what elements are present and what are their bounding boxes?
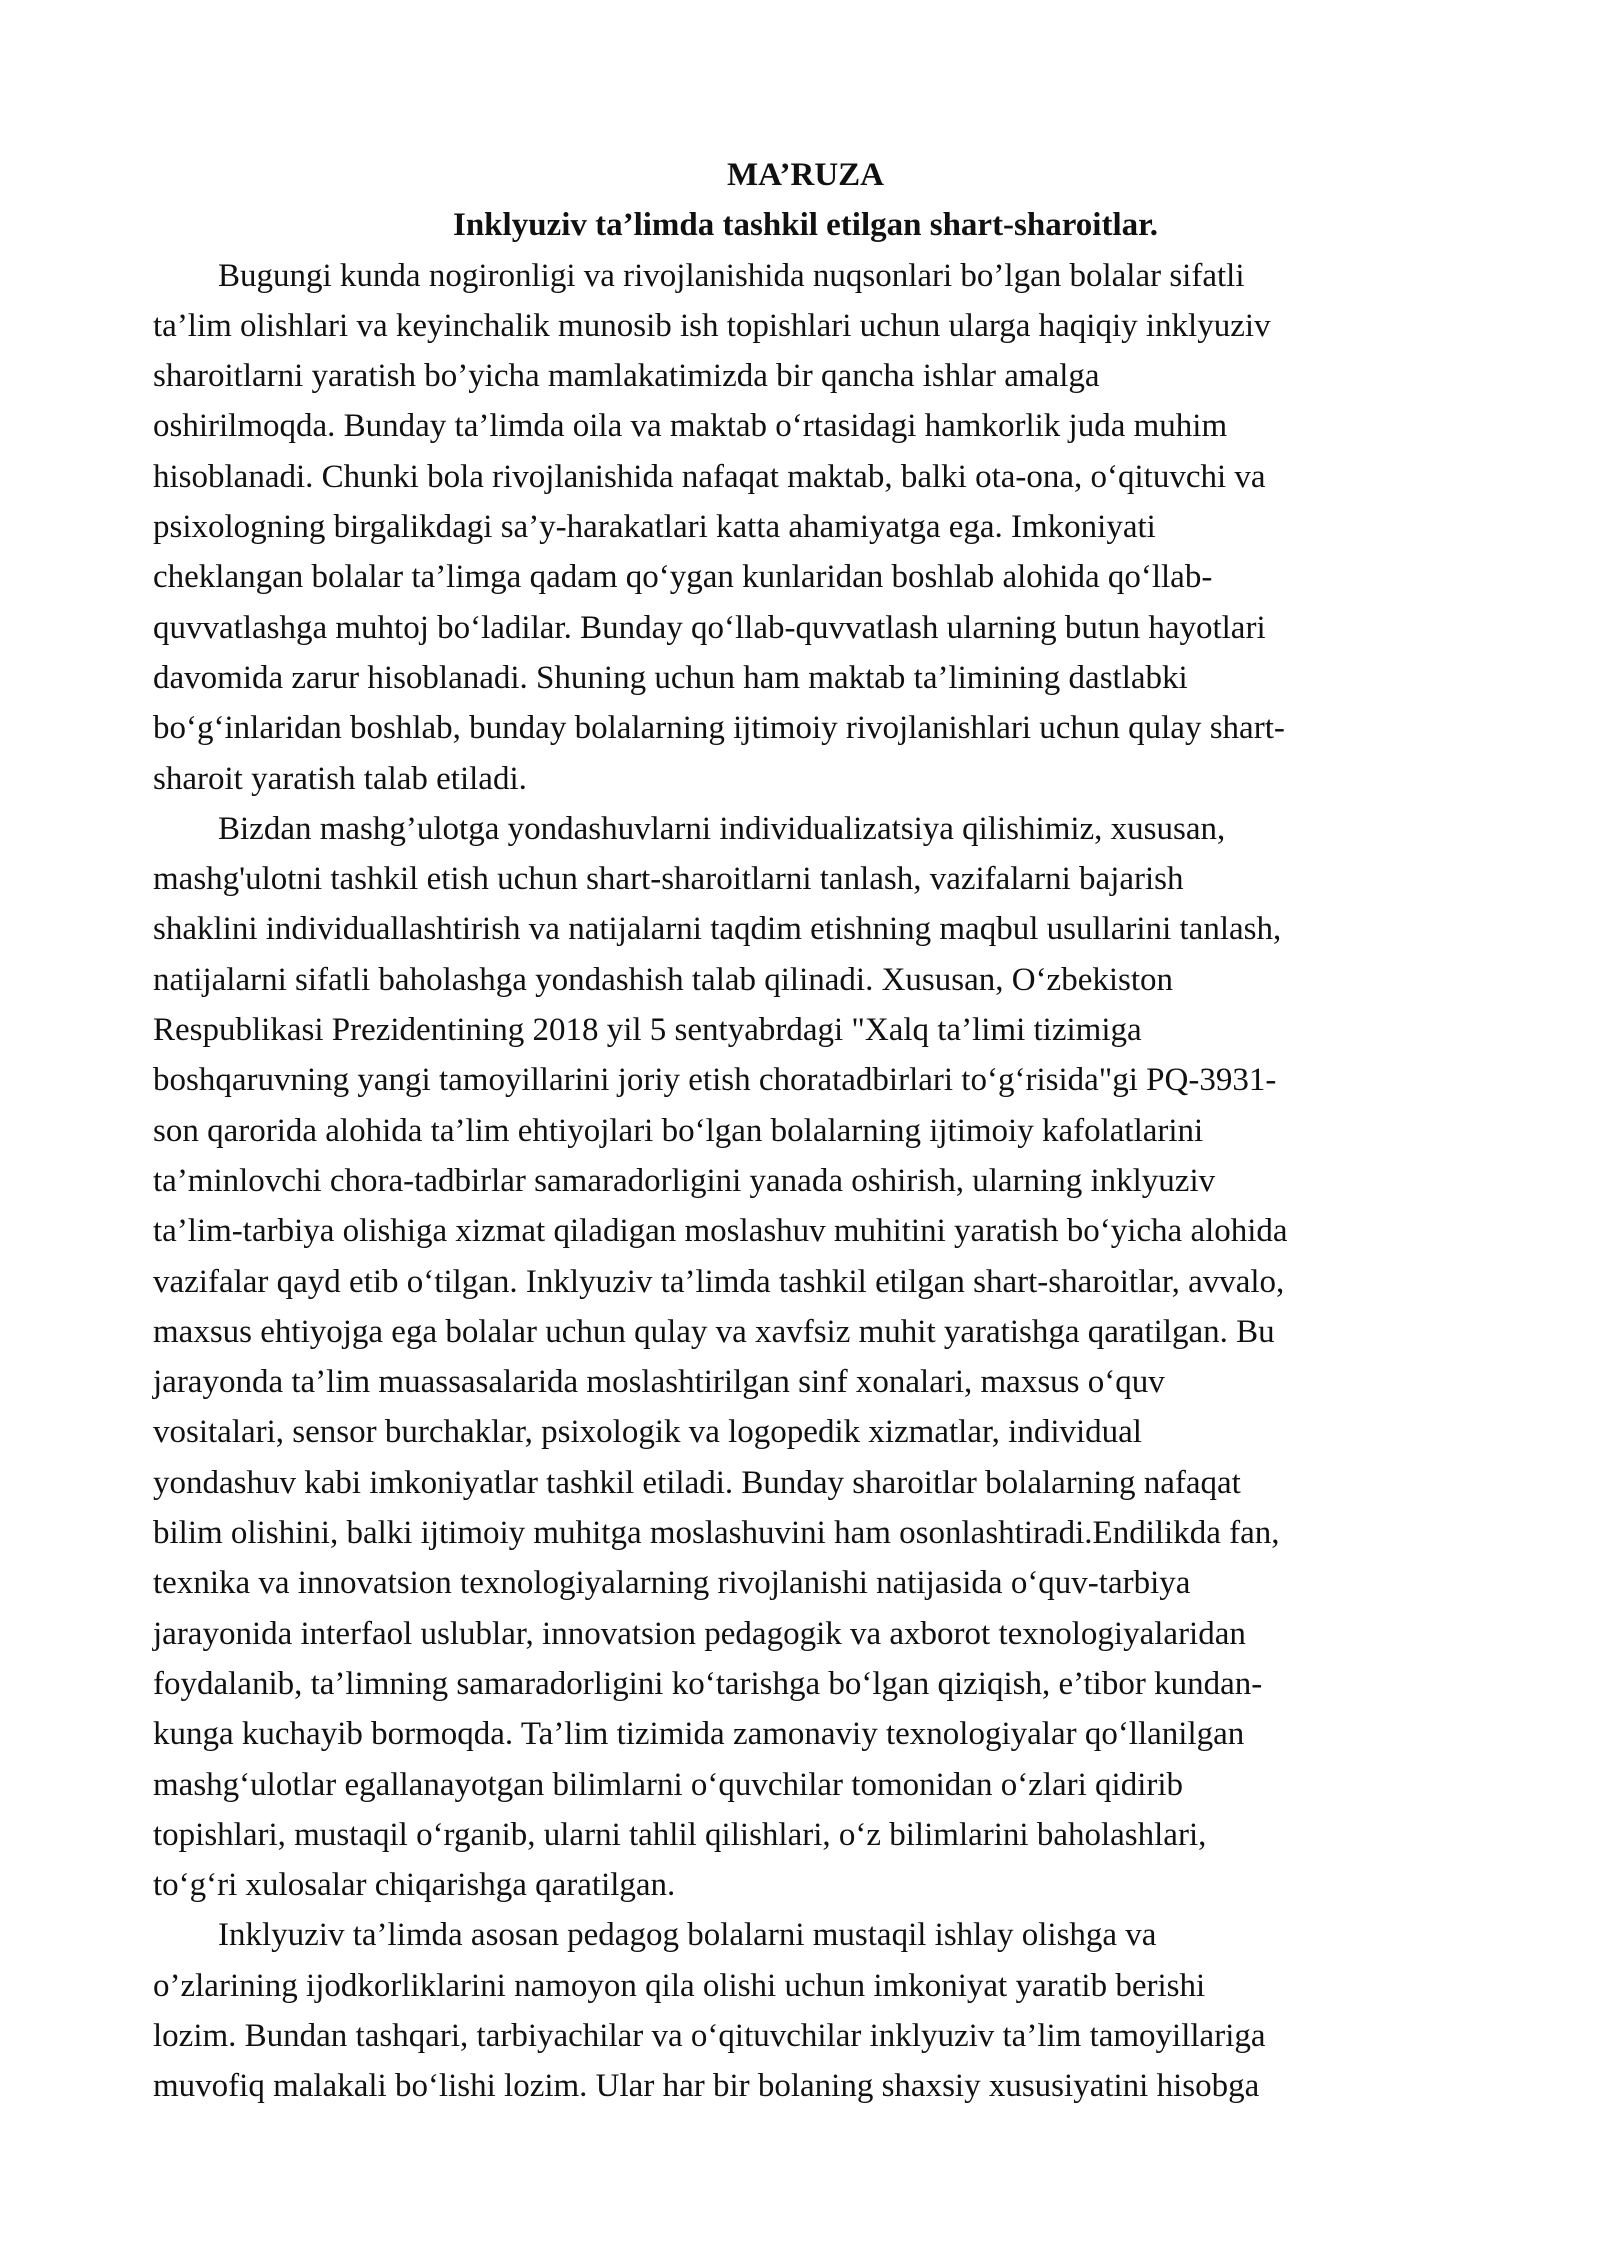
text-line: oshirilmoqda. Bunday ta’limda oila va maktab oʻrtasidagi hamkorlik juda muhim	[153, 408, 1228, 445]
text-line: Inklyuziv ta’limda asosan pedagog bolalarni mustaqil ishlay olishga va	[218, 1917, 1157, 1954]
text-line: jarayonda ta’lim muassasalarida moslashtirilgan sinf xonalari, maxsus oʻquv	[153, 1364, 1165, 1401]
text-line: kunga kuchayib bormoqda. Ta’lim tizimida zamonaviy texnologiyalar qoʻllanilgan	[153, 1716, 1245, 1753]
text-line: ta’minlovchi chora-tadbirlar samaradorligini yanada oshirish, ularning inklyuziv	[153, 1162, 1216, 1199]
text-line: maxsus ehtiyojga ega bolalar uchun qulay va xavfsiz muhit yaratishga qaratilgan. Bu	[153, 1313, 1275, 1350]
text-line: bilim olishini, balki ijtimoiy muhitga moslashuvini ham osonlashtiradi.Endilikda fan,	[153, 1515, 1280, 1552]
text-line: cheklangan bolalar ta’limga qadam qoʻygan kunlaridan boshlab alohida qoʻllab-	[153, 559, 1213, 596]
document-body	[153, 150, 1458, 2112]
document-heading: MA’RUZA	[726, 157, 885, 193]
text-line: yondashuv kabi imkoniyatlar tashkil etiladi. Bunday sharoitlar bolalarning nafaqat	[153, 1464, 1241, 1501]
text-line: natijalarni sifatli baholashga yondashish talab qilinadi. Xususan, Oʻzbekiston	[153, 961, 1174, 998]
text-line: sharoit yaratish talab etiladi.	[153, 760, 527, 797]
text-line: muvofiq malakali boʻlishi lozim. Ular har bir bolaning shaxsiy xususiyatini hisobga	[153, 2068, 1260, 2105]
document-subheading: Inklyuziv ta’limda tashkil etilgan shart-sharoitlar.	[452, 207, 1158, 244]
text-line: jarayonida interfaol uslublar, innovatsion pedagogik va axborot texnologiyalaridan	[153, 1615, 1246, 1652]
text-line: vazifalar qayd etib oʻtilgan. Inklyuziv ta’limda tashkil etilgan shart-sharoitlar, avvalo,	[153, 1263, 1285, 1300]
text-line: davomida zarur hisoblanadi. Shuning uchun ham maktab ta’limining dastlabki	[153, 659, 1188, 696]
text-line: mashgʻulotlar egallanayotgan bilimlarni oʻquvchilar tomonidan oʻzlari qidirib	[153, 1766, 1184, 1803]
text-line: vositalari, sensor burchaklar, psixologik va logopedik xizmatlar, individual	[153, 1414, 1142, 1451]
text-line: shaklini individuallashtirish va natijalarni taqdim etishning maqbul usullarini tanlash,	[153, 911, 1282, 948]
text-line: o’zlarining ijodkorliklarini namoyon qila olishi uchun imkoniyat yaratib berishi	[153, 1967, 1206, 2004]
text-line: foydalanib, ta’limning samaradorligini koʻtarishga boʻlgan qiziqish, e’tibor kundan-	[153, 1665, 1263, 1702]
text-line: Bugungi kunda nogironligi va rivojlanishida nuqsonlari bo’lgan bolalar sifatli	[218, 257, 1245, 294]
text-line: Bizdan mashg’ulotga yondashuvlarni individualizatsiya qilishimiz, xususan,	[218, 810, 1226, 847]
paragraph-1	[153, 251, 1458, 804]
text-line: quvvatlashga muhtoj boʻladilar. Bunday qoʻllab-quvvatlash ularning butun hayotlari	[153, 609, 1266, 646]
paragraph-2	[153, 804, 1458, 1911]
text-line: mashg'ulotni tashkil etish uchun shart-sharoitlarni tanlash, vazifalarni bajarish	[153, 861, 1184, 898]
text-line: texnika va innovatsion texnologiyalarning rivojlanishi natijasida oʻquv-tarbiya	[153, 1565, 1191, 1602]
text-line: lozim. Bundan tashqari, tarbiyachilar va oʻqituvchilar inklyuziv ta’lim tamoyillariga	[153, 2017, 1266, 2054]
text-line: ta’lim-tarbiya olishiga xizmat qiladigan moslashuv muhitini yaratish boʻyicha alohida	[153, 1213, 1288, 1250]
text-line: hisoblanadi. Chunki bola rivojlanishida nafaqat maktab, balki ota-ona, oʻqituvchi va	[153, 458, 1266, 495]
text-line: sharoitlarni yaratish bo’yicha mamlakatimizda bir qancha ishlar amalga	[153, 358, 1100, 395]
text-line: ta’lim olishlari va keyinchalik munosib ish topishlari uchun ularga haqiqiy inklyuziv	[153, 307, 1271, 344]
text-line: Respublikasi Prezidentining 2018 yil 5 sentyabrdagi "Xalq ta’limi tizimiga	[153, 1012, 1142, 1049]
text-line: psixologning birgalikdagi sa’y-harakatlari katta ahamiyatga ega. Imkoniyati	[153, 509, 1156, 546]
text-line: boshqaruvning yangi tamoyillarini joriy etish choratadbirlari toʻgʻrisida"gi PQ-3931-	[153, 1062, 1277, 1099]
text-line: son qarorida alohida ta’lim ehtiyojlari boʻlgan bolalarning ijtimoiy kafolatlarini	[153, 1112, 1204, 1149]
text-line: boʻgʻinlaridan boshlab, bunday bolalarning ijtimoiy rivojlanishlari uchun qulay shart-	[153, 710, 1285, 747]
paragraph-3	[153, 1910, 1458, 2111]
text-line: topishlari, mustaqil oʻrganib, ularni tahlil qilishlari, oʻz bilimlarini baholashlari,	[153, 1816, 1207, 1853]
text-line: toʻgʻri xulosalar chiqarishga qaratilgan.	[153, 1867, 676, 1904]
